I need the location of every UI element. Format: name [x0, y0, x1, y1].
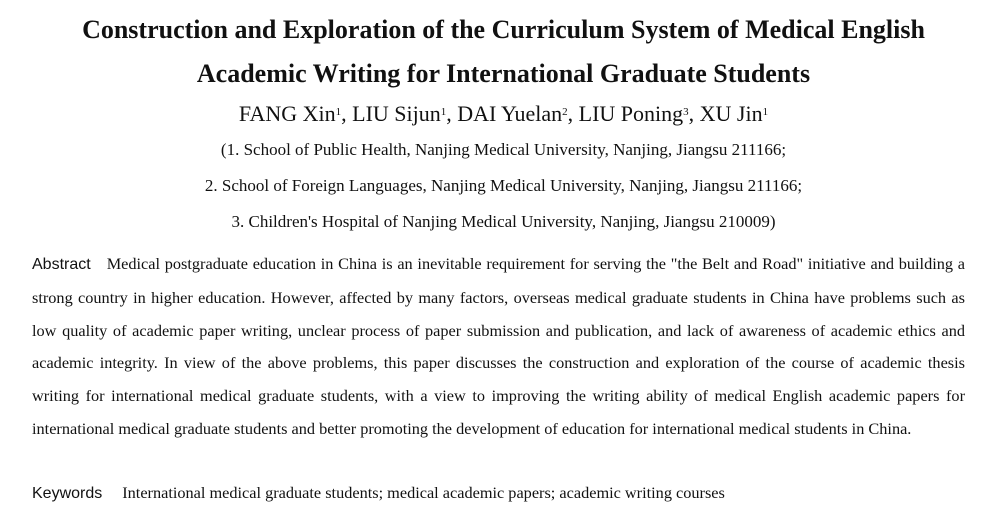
abstract-paragraph: [32, 248, 965, 446]
author-list: [0, 98, 1007, 130]
affiliation-line: 2. School of Foreign Languages, Nanjing Medical University, Nanjing, Jiangsu 211166;: [204, 176, 803, 195]
author: [579, 101, 700, 126]
author-affiliation-mark: 1: [335, 106, 342, 118]
affiliation-line: 3. Children's Hospital of Nanjing Medical University, Nanjing, Jiangsu 210009): [231, 212, 776, 231]
author-separator: ,: [341, 101, 353, 126]
affiliation-line: (1. School of Public Health, Nanjing Medical University, Nanjing, Jiangsu 211166;: [220, 140, 787, 159]
author-separator: ,: [446, 101, 458, 126]
author-affiliation-mark: 2: [562, 106, 568, 118]
paper-title-line-1: Construction and Exploration of the Curriculum System of Medical English: [82, 15, 925, 44]
author-separator: ,: [688, 101, 700, 126]
keywords-text: International medical graduate students; medical academic papers; academic writing courses: [122, 483, 725, 502]
author: [239, 101, 352, 126]
keywords-label: Keywords: [32, 485, 103, 502]
author-name: LIU Sijun: [352, 101, 441, 126]
author-name: XU Jin: [699, 101, 763, 126]
author-name: LIU Poning: [578, 101, 684, 126]
keywords-line: [32, 478, 725, 509]
author-separator: ,: [567, 101, 579, 126]
author-affiliation-mark: 1: [440, 106, 447, 118]
paper-title: [0, 8, 1007, 96]
abstract-text: Medical postgraduate education in China is an inevitable requirement for serving the "the Belt and Road" initiative and building a strong country in higher education. However, affected by many factors, overseas medical graduate students in China have problems such as low quality of academic paper writing, unclear process of paper submission and publication, and lack of awareness of academic ethics and academic integrity. In view of the above problems, this paper discusses the construction and exploration of the course of academic thesis writing for international medical graduate students, with a view to improving the writing ability of medical English academic papers for international medical graduate students and better promoting the development of education for international medical students in China.: [32, 254, 965, 438]
author-name: DAI Yuelan: [457, 101, 563, 126]
author-name: FANG Xin: [238, 101, 336, 126]
abstract-label: Abstract: [32, 256, 91, 273]
author-affiliation-mark: 1: [762, 106, 769, 118]
author: [700, 101, 768, 126]
affiliation-list: [0, 132, 1007, 240]
author: [352, 101, 457, 126]
author-affiliation-mark: 3: [683, 106, 689, 118]
paper-title-line-2: Academic Writing for International Graduate Students: [196, 59, 811, 88]
author: [457, 101, 578, 126]
